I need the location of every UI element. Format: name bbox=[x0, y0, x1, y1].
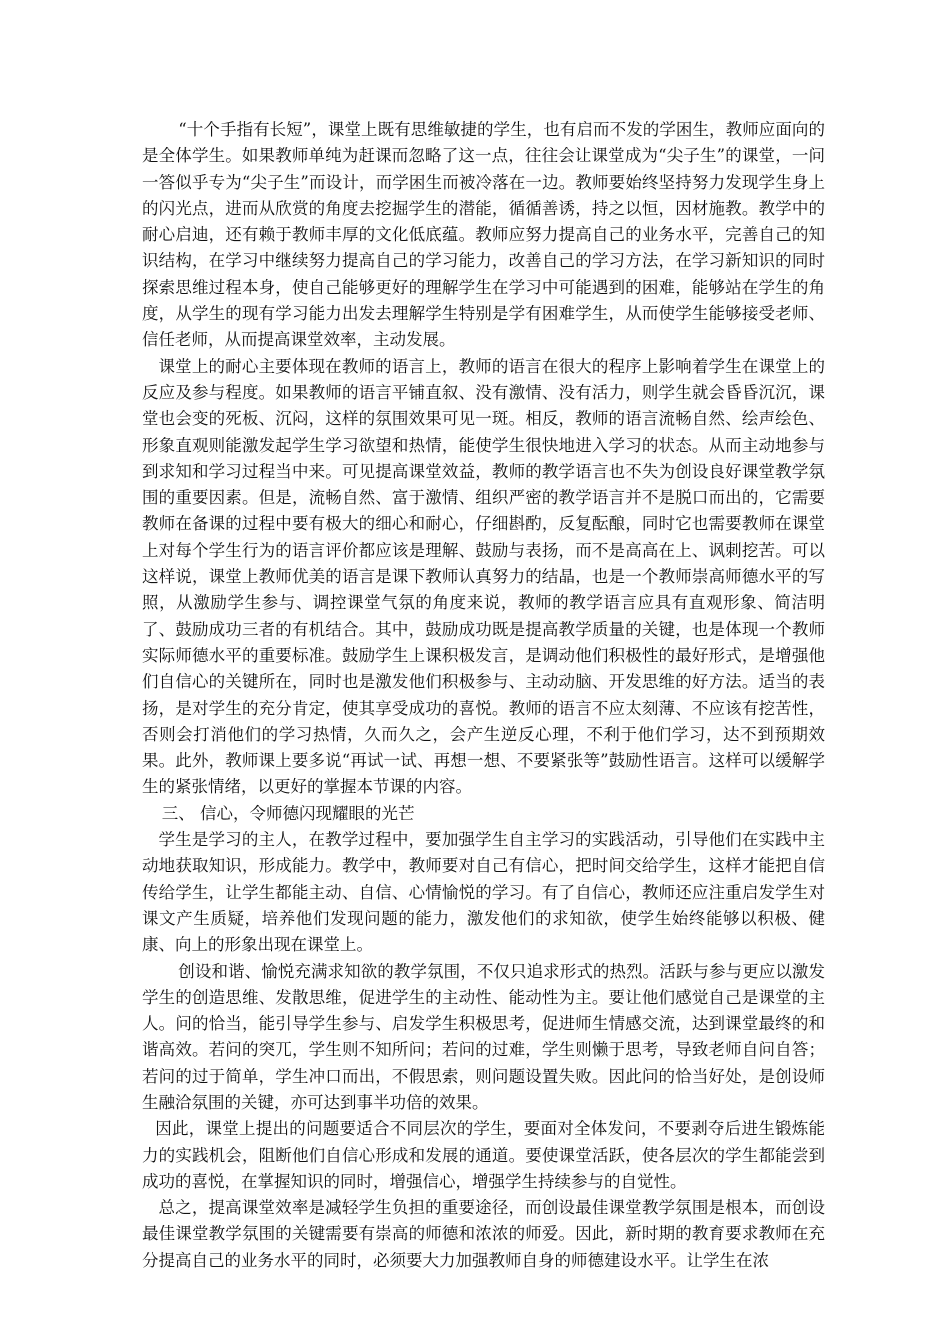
paragraph-student-ownership: 学生是学习的主人，在教学过程中，要加强学生自主学习的实践活动，引导他们在实践中主动地获取知识，形成能力。教学中，教师要对自己有信心，把时间交给学生，这样才能把自信传给学生，让学生都能主动、自信、心情愉悦的学习。有了自信心，教师还应注重启发学生对课文产生质疑，培养他们发现问题的能力，激发他们的求知欲，使学生始终能够以积极、健康、向上的形象出现在课堂上。 bbox=[142, 830, 825, 955]
paragraph-conclusion: 总之，提高课堂效率是减轻学生负担的重要途径，而创设最佳课堂教学氛围是根本，而创设最佳课堂教学氛围的关键需要有崇高的师德和浓浓的师爱。因此，新时期的教育要求教师在充分提高自己的业务水平的同时，必须要大力加强教师自身的师德建设水平。让学生在浓 bbox=[142, 1198, 825, 1270]
document-body bbox=[142, 117, 825, 1274]
paragraph-question-levels: 因此，课堂上提出的问题要适合不同层次的学生，要面对全体发问，不要剥夺后进生锻炼能力的实践机会，阻断他们自信心形成和发展的通道。要使课堂活跃，使各层次的学生都能尝到成功的喜悦，在掌握知识的同时，增强信心，增强学生持续参与的自觉性。 bbox=[142, 1119, 825, 1191]
section-heading-confidence: 三、 信心，令师德闪现耀眼的光芒 bbox=[161, 803, 415, 823]
paragraph-teacher-language: 课堂上的耐心主要体现在教师的语言上，教师的语言在很大的程序上影响着学生在课堂上的反应及参与程度。如果教师的语言平铺直叙、没有激情、没有活力，则学生就会昏昏沉沉，课堂也会变的死板、沉闷，这样的氛围效果可见一斑。相反，教师的语言流畅自然、绘声绘色、形象直观则能激发起学生学习欲望和热情，能使学生很快地进入学习的状态。从而主动地参与到求知和学习过程当中来。可见提高课堂效益，教师的教学语言也不失为创设良好课堂教学氛围的重要因素。但是，流畅自然、富于激情、组织严密的教学语言并不是脱口而出的，它需要教师在备课的过程中要有极大的细心和耐心，仔细斟酌，反复酝酿，同时它也需要教师在课堂上对每个学生行为的语言评价都应该是理解、鼓励与表扬，而不是高高在上、讽刺挖苦。可以这样说，课堂上教师优美的语言是课下教师认真努力的结晶，也是一个教师崇高师德水平的写照，从激励学生参与、调控课堂气氛的角度来说，教师的教学语言应具有直观形象、简洁明了、鼓励成功三者的有机结合。其中，鼓励成功既是提高教学质量的关键，也是体现一个教师实际师德水平的重要标准。鼓励学生上课积极发言，是调动他们积极性的最好形式，是增强他们自信心的关键所在，同时也是激发他们积极参与、主动动脑、开发思维的好方法。适当的表扬，是对学生的充分肯定，使其享受成功的喜悦。教师的语言不应太刻薄、不应该有挖苦性，否则会打消他们的学习热情，久而久之，会产生逆反心理，不利于他们学习，达不到预期效果。此外，教师课上要多说“再试一试、再想一想、不要紧张等”鼓励性语言。这样可以缓解学生的紧张情绪，以更好的掌握本节课的内容。 bbox=[142, 356, 825, 797]
paragraph-harmonious-atmosphere: 创设和谐、愉悦充满求知欲的教学氛围，不仅只追求形式的热烈。活跃与参与更应以激发学生的创造思维、发散思维，促进学生的主动性、能动性为主。要让他们感觉自己是课堂的主人。问的恰当，能引导学生参与、启发学生积极思考，促进师生情感交流，达到课堂最终的和谐高效。若问的突兀，学生则不知所问；若问的过难，学生则懒于思考，导致老师自问自答；若问的过于简单，学生冲口而出，不假思索，则问题设置失败。因此问的恰当好处，是创设师生融洽氛围的关键，亦可达到事半功倍的效果。 bbox=[142, 961, 825, 1112]
paragraph-patience-all-students: “十个手指有长短”，课堂上既有思维敏捷的学生，也有启而不发的学困生，教师应面向的是全体学生。如果教师单纯为赶课而忽略了这一点，往往会让课堂成为“尖子生”的课堂，一问一答似乎专为“尖子生”而设计，而学困生而被冷落在一边。教师要始终坚持努力发现学生身上的闪光点，进而从欣赏的角度去挖掘学生的潜能，循循善诱，持之以恒，因材施教。教学中的耐心启迪，还有赖于教师丰厚的文化低底蕴。教师应努力提高自己的业务水平，完善自己的知识结构，在学习中继续努力提高自己的学习能力，改善自己的学习方法，在学习新知识的同时探索思维过程本身，使自己能够更好的理解学生在学习中可能遇到的困难，能够站在学生的角度，从学生的现有学习能力出发去理解学生特别是学有困难学生，从而使学生能够接受老师、信任老师，从而提高课堂效率，主动发展。 bbox=[142, 120, 825, 350]
